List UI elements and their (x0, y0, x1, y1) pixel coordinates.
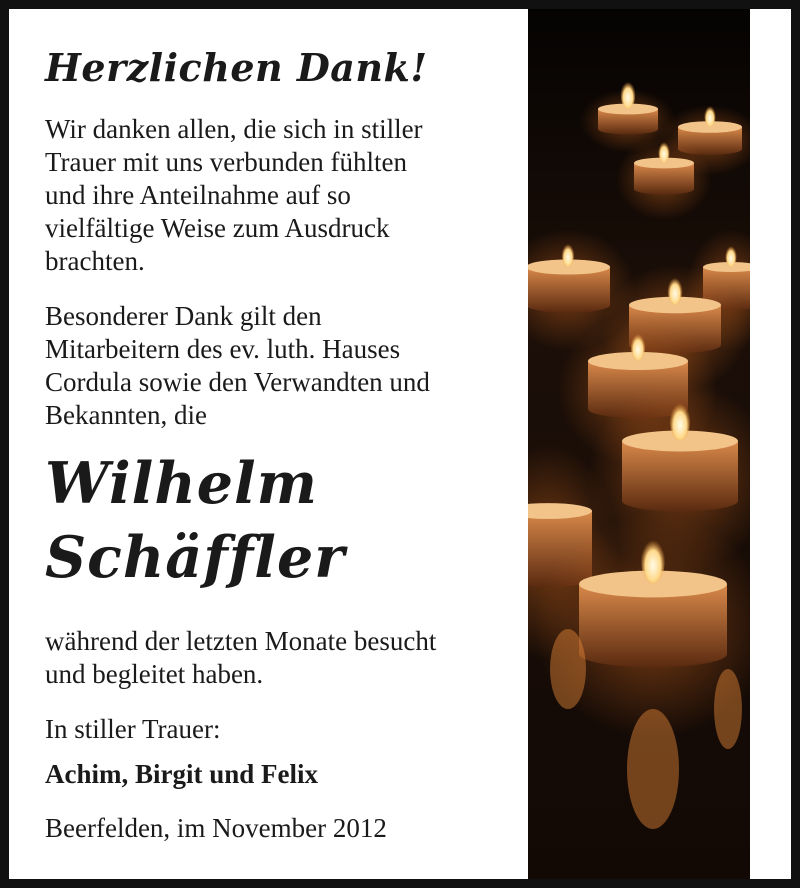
text-line: Mitarbeitern des ev. luth. Hauses (45, 334, 401, 364)
text-line: Cordula sowie den Verwandten und (45, 367, 430, 397)
heading: Herzlichen Dank! (45, 45, 428, 90)
place-and-date: Beerfelden, im November 2012 (45, 813, 387, 843)
closing-line: In stiller Trauer: (45, 714, 221, 744)
candle-flame (670, 401, 690, 441)
text-line: brachten. (45, 246, 145, 276)
tealight-cup (622, 441, 738, 511)
tealight-candles-photo (528, 9, 750, 879)
flame-reflection (714, 669, 742, 749)
last-name: Schäffler (45, 524, 346, 591)
text-line: Wir danken allen, die sich in stiller (45, 114, 423, 144)
candle-flame (668, 276, 683, 305)
candle-flame (658, 141, 669, 163)
flame-reflection (550, 629, 586, 709)
text-line: Bekannten, die (45, 400, 207, 430)
text-line: während der letzten Monate besucht (45, 626, 437, 656)
candle-flame (641, 538, 665, 584)
candle-flame (562, 243, 574, 267)
text-line: vielfältige Weise zum Ausdruck (45, 213, 390, 243)
first-name: Wilhelm (45, 450, 318, 517)
candle-flame (725, 245, 736, 267)
candle-flame (704, 105, 715, 127)
flame-reflection (627, 709, 679, 829)
text-line: Trauer mit uns verbunden fühlten (45, 147, 407, 177)
text-line: und begleitet haben. (45, 659, 264, 689)
text-line: und ihre Anteilnahme auf so (45, 180, 351, 210)
mourners: Achim, Birgit und Felix (45, 759, 319, 789)
candle-flame (631, 332, 646, 361)
candle-flame (621, 80, 636, 109)
text-line: Besonderer Dank gilt den (45, 301, 322, 331)
